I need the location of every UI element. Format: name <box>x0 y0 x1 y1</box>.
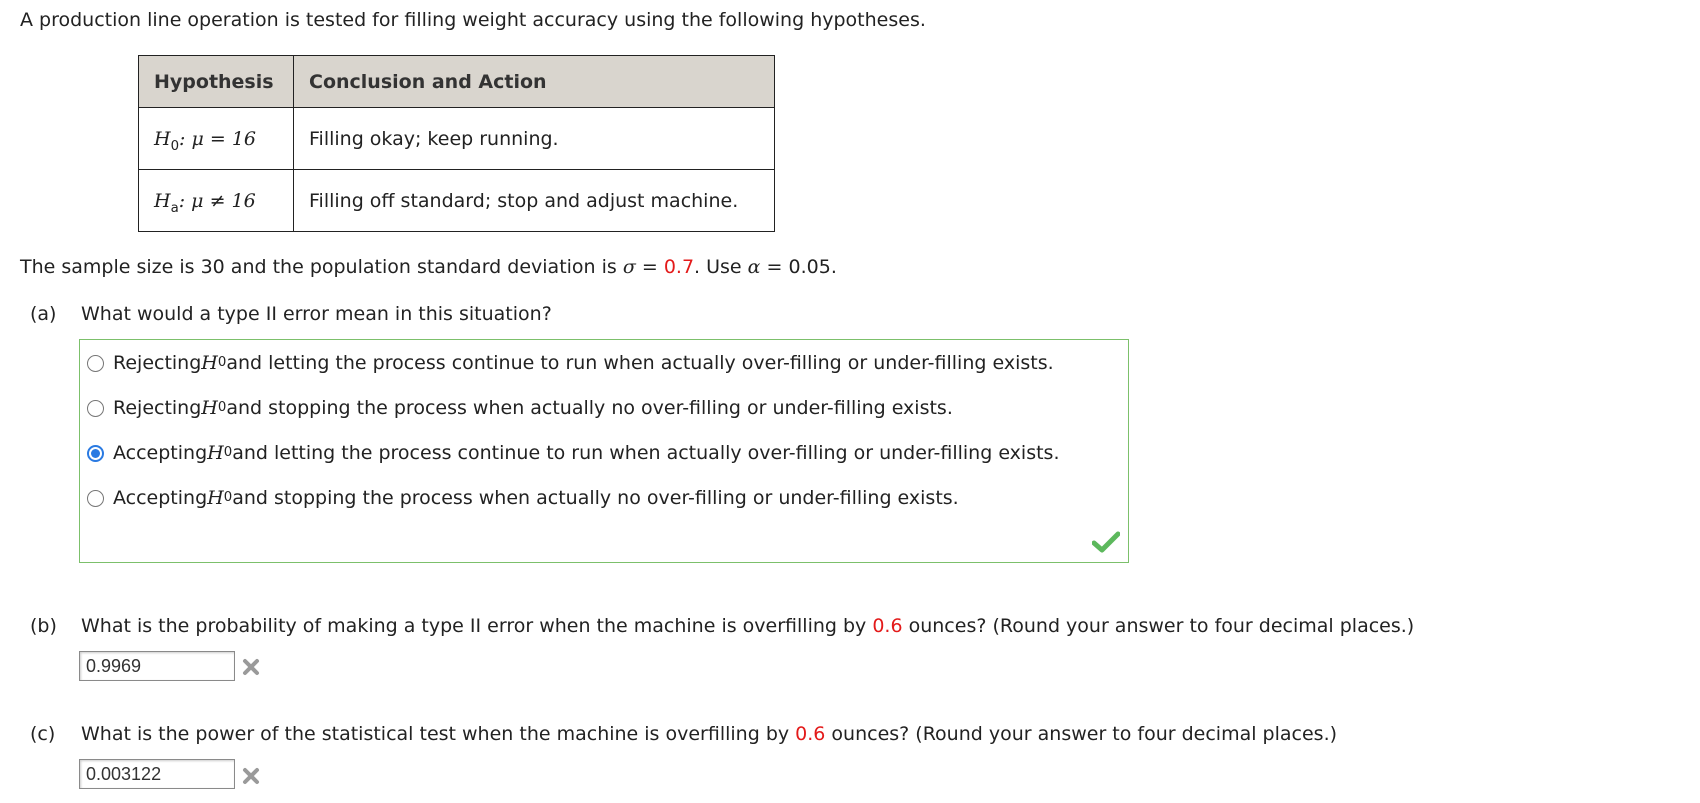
part-a-label: (a) <box>30 303 57 325</box>
part-b-highlight: 0.6 <box>872 615 903 637</box>
hypothesis-table <box>138 55 775 232</box>
part-c-highlight: 0.6 <box>795 723 826 745</box>
choice-option-2[interactable]: Rejecting H 0 and stopping the process when actually no over-filling or under-filling exists. <box>87 397 953 419</box>
part-c-question: What is the power of the statistical test when the machine is overfilling by 0.6 ounces? (Round your answer to four decimal places.) <box>81 723 1338 745</box>
given-info: The sample size is 30 and the population standard deviation is σ = 0.7. Use α = 0.05. <box>20 256 837 278</box>
part-b-question: What is the probability of making a type II error when the machine is overfilling by 0.6 ounces? (Round your answer to four decimal places.) <box>81 615 1415 637</box>
radio-button-selected[interactable] <box>87 445 104 462</box>
null-hypothesis-expression: : μ = 16 <box>179 127 257 150</box>
alt-hypothesis-action: Filling off standard; stop and adjust machine. <box>294 170 775 232</box>
null-hypothesis-cell: $H_0$: μ = 16 <box>139 108 294 170</box>
radio-button[interactable] <box>87 355 104 372</box>
x-mark-icon <box>241 657 261 677</box>
sigma-value: 0.7 <box>663 256 695 278</box>
alt-hypothesis-cell: $H_a$: μ ≠ 16 <box>139 170 294 232</box>
table-header-conclusion: Conclusion and Action <box>294 56 775 108</box>
part-a-choices <box>79 339 1129 563</box>
table-header-hypothesis: Hypothesis <box>139 56 294 108</box>
x-mark-icon <box>241 766 261 786</box>
radio-button[interactable] <box>87 400 104 417</box>
null-hypothesis-action: Filling okay; keep running. <box>294 108 775 170</box>
table-header-row <box>139 56 775 108</box>
choice-option-1[interactable]: Rejecting H 0 and letting the process continue to run when actually over-filling or under-filling exists. <box>87 352 1054 374</box>
problem-intro: A production line operation is tested for filling weight accuracy using the following hypotheses. <box>20 9 926 31</box>
table-row <box>139 108 775 170</box>
part-c-label: (c) <box>30 723 56 745</box>
table-row <box>139 170 775 232</box>
choice-option-3[interactable]: Accepting H 0 and letting the process continue to run when actually over-filling or under-filling exists. <box>87 442 1060 464</box>
choice-option-4[interactable]: Accepting H 0 and stopping the process when actually no over-filling or under-filling exists. <box>87 487 959 509</box>
part-b-answer-input[interactable]: 0.9969 <box>79 651 235 681</box>
part-a-question: What would a type II error mean in this situation? <box>81 303 552 325</box>
check-mark-icon <box>1092 531 1120 553</box>
radio-button[interactable] <box>87 490 104 507</box>
part-b-label: (b) <box>30 615 57 637</box>
part-c-answer-input[interactable]: 0.003122 <box>79 759 235 789</box>
alt-hypothesis-expression: : μ ≠ 16 <box>178 189 256 212</box>
